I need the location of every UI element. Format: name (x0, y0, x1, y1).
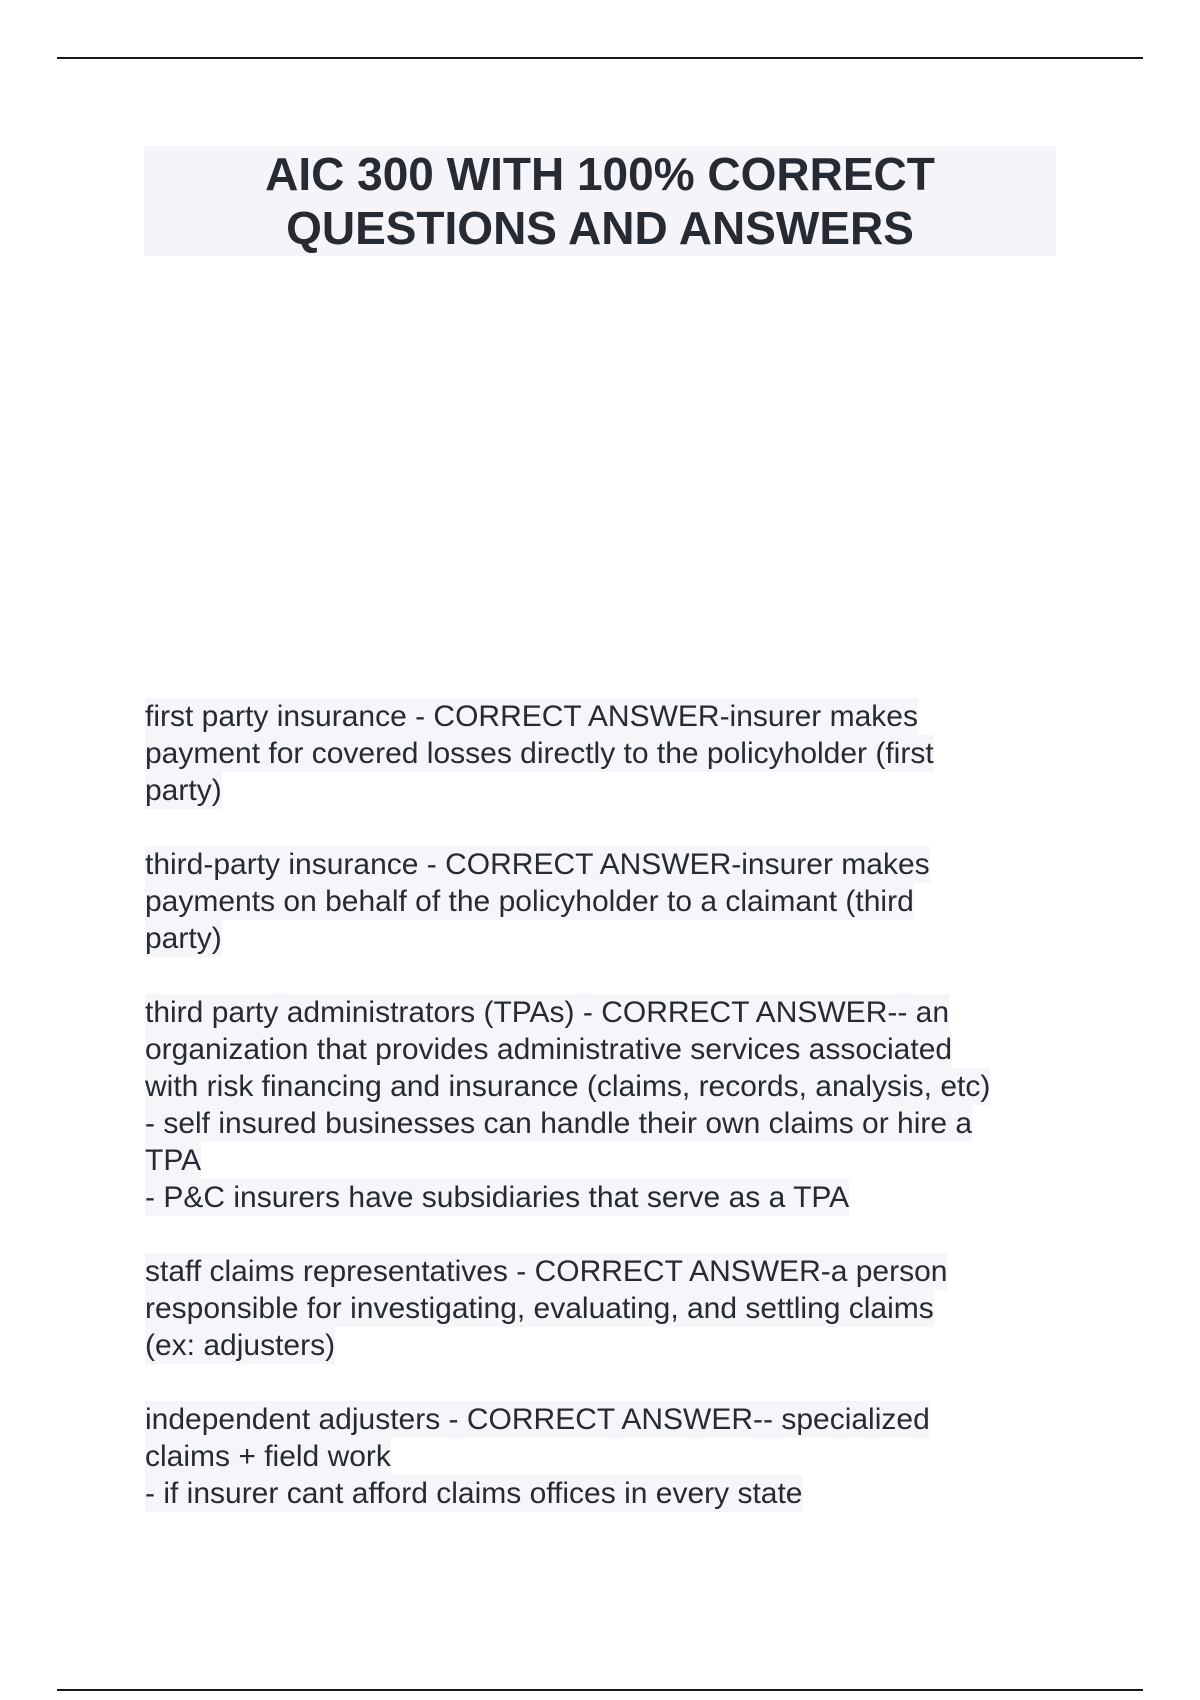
qa-text-line: responsible for investigating, evaluating, and settling claims (145, 1292, 934, 1325)
qa-text-line: - if insurer cant afford claims offices in every state (145, 1477, 803, 1510)
top-rule (57, 57, 1143, 59)
qa-text-line: claims + field work (145, 1440, 391, 1473)
qa-text-line: TPA (145, 1144, 202, 1177)
title-line: QUESTIONS AND ANSWERS (286, 202, 914, 254)
qa-text-line: - self insured businesses can handle their own claims or hire a (145, 1107, 973, 1140)
qa-item-staff-claims-representatives (145, 1253, 1065, 1364)
qa-text-line: (ex: adjusters) (145, 1329, 336, 1362)
qa-text-line: first party insurance - CORRECT ANSWER-insurer makes (145, 700, 918, 733)
qa-text-line: staff claims representatives - CORRECT ANSWER-a person (145, 1255, 948, 1288)
qa-text-line: party) (145, 774, 222, 807)
document-title (144, 146, 1056, 256)
qa-text-line: organization that provides administrative services associated (145, 1033, 953, 1066)
qa-text-line: payments on behalf of the policyholder to a claimant (third (145, 885, 914, 918)
qa-item-independent-adjusters (145, 1401, 1065, 1512)
qa-item-third-party-administrators (145, 994, 1065, 1216)
qa-text-line: third party administrators (TPAs) - CORRECT ANSWER-- an (145, 996, 950, 1029)
qa-item-first-party-insurance (145, 698, 1065, 809)
qa-item-third-party-insurance (145, 846, 1065, 957)
qa-text-line: independent adjusters - CORRECT ANSWER-- specialized (145, 1403, 930, 1436)
bottom-rule (57, 1689, 1143, 1691)
qa-list (145, 698, 1065, 1549)
qa-text-line: - P&C insurers have subsidiaries that serve as a TPA (145, 1181, 850, 1214)
qa-text-line: payment for covered losses directly to the policyholder (first (145, 737, 934, 770)
qa-text-line: with risk financing and insurance (claims, records, analysis, etc) (145, 1070, 991, 1103)
qa-text-line: third-party insurance - CORRECT ANSWER-insurer makes (145, 848, 930, 881)
title-line: AIC 300 WITH 100% CORRECT (265, 148, 935, 200)
qa-text-line: party) (145, 922, 222, 955)
